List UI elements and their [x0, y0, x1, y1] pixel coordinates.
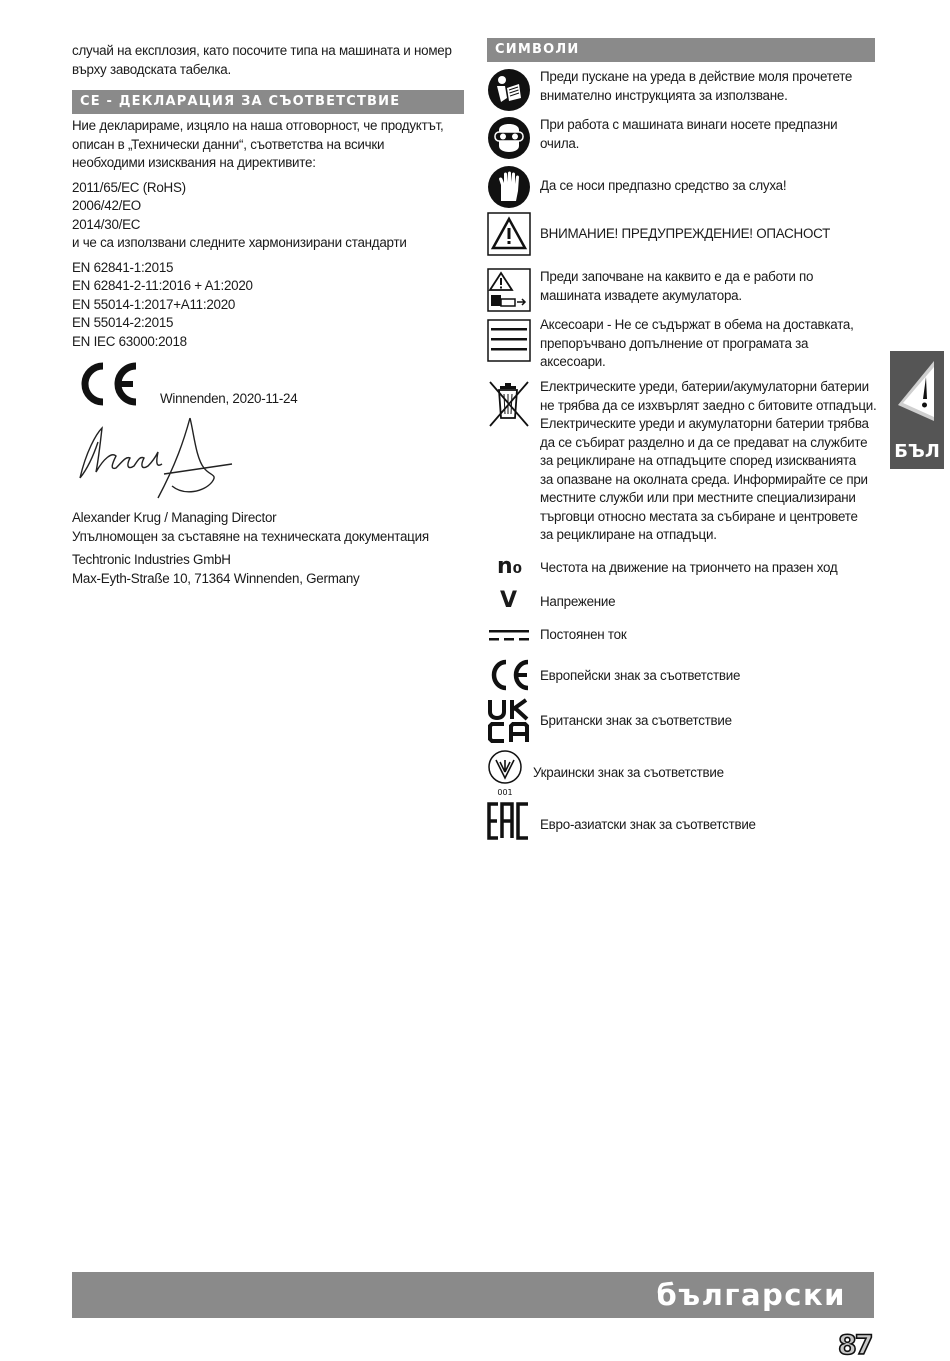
safety-goggles-icon — [487, 116, 531, 160]
warning-tab-icon — [894, 357, 940, 429]
symbol-description — [540, 559, 885, 578]
intro-paragraph — [72, 42, 464, 79]
warning-triangle-icon — [487, 212, 531, 256]
symbol-line: Електрическите уреди и акумулаторни батерии трябва — [540, 416, 869, 431]
declaration-line: Ние декларираме, изцяло на наша отговорност, че продуктът, — [72, 118, 444, 133]
directive-item: 2014/30/EC — [72, 216, 141, 232]
ce-signature-block — [72, 358, 464, 414]
symbol-line: очила. — [540, 135, 580, 151]
remove-battery-icon — [487, 268, 531, 312]
ce-logo-icon — [72, 358, 144, 408]
symbol-line: Електрическите уреди, батерии/акумулаторни батерии — [540, 379, 869, 394]
symbol-line: Постоянен ток — [540, 627, 627, 642]
signer-role: Упълномощен за съставяне на техническата документация — [72, 528, 429, 544]
directive-item: 2006/42/EO — [72, 198, 141, 213]
direct-current-icon — [487, 626, 531, 646]
symbol-description — [540, 378, 885, 545]
symbol-description — [540, 667, 885, 686]
standard-item: EN 62841-1:2015 — [72, 259, 174, 275]
symbol-line: препоръчвано допълнение от програмата за — [540, 335, 809, 351]
crossed-bin-icon — [487, 378, 531, 432]
symbol-line: машината извадете акумулатора. — [540, 287, 742, 303]
left-column — [72, 42, 464, 351]
signer-block — [72, 509, 464, 588]
symbol-description — [540, 116, 885, 153]
symbol-line: Да се носи предпазно средство за слуха! — [540, 178, 787, 193]
directives-list — [72, 179, 464, 253]
standard-item: EN IEC 63000:2018 — [72, 333, 187, 349]
read-manual-icon — [487, 68, 531, 112]
symbol-line: ВНИМАНИЕ! ПРЕДУПРЕЖДЕНИЕ! ОПАСНОСТ — [540, 226, 831, 241]
footer-language: български — [656, 1278, 846, 1312]
symbol-line: за опазване на околната среда. Информирайте се при — [540, 471, 868, 487]
symbol-line: Преди започване на каквито е да е работи по — [540, 269, 814, 284]
symbol-line: не трябва да се изхвърлят заедно с битовите отпадъци. — [540, 397, 877, 413]
symbol-line: Британски знак за съответствие — [540, 713, 732, 728]
symbol-line: аксесоари. — [540, 354, 606, 369]
symbol-line: Европейски знак за съответствие — [540, 668, 741, 683]
intro-line: върху заводската табелка. — [72, 61, 231, 77]
symbol-description — [540, 816, 885, 835]
declaration-line: необходими изисквания на директивите: — [72, 155, 316, 170]
company-address: Max-Eyth-Straße 10, 71364 Winnenden, Germany — [72, 570, 360, 586]
symbol-line: Напрежение — [540, 594, 616, 609]
symbol-description — [540, 712, 885, 731]
declaration-line: описан в „Технически данни“, съответства на всички — [72, 136, 385, 152]
standard-item: EN 55014-1:2017+A11:2020 — [72, 296, 236, 312]
ukca-mark-icon — [487, 698, 531, 744]
ukraine-mark-icon — [487, 748, 527, 798]
declaration-heading: CE - ДЕКЛАРАЦИЯ ЗА СЪОТВЕТСТВИЕ — [72, 90, 464, 114]
symbol-line: При работа с машината винаги носете предпазни — [540, 117, 838, 132]
voltage-icon: V — [500, 588, 518, 613]
declaration-paragraph — [72, 117, 464, 173]
symbol-line: местните служби или при местните специализирани — [540, 490, 856, 505]
eac-mark-icon — [487, 801, 531, 841]
accessories-icon — [487, 318, 531, 362]
language-side-tab — [890, 351, 944, 469]
symbol-description — [540, 268, 885, 305]
page-number: 87 — [838, 1330, 872, 1361]
symbol-line: Аксесоари - Не се съдържат в обема на доставката, — [540, 317, 854, 332]
footer-language-bar — [72, 1272, 874, 1318]
directive-item: 2011/65/EC (RoHS) — [72, 179, 186, 195]
symbol-description — [540, 68, 885, 105]
standard-item: EN 62841-2-11:2016 + A1:2020 — [72, 278, 253, 293]
side-tab-label: БЪЛ — [894, 441, 940, 462]
symbol-description — [540, 626, 885, 645]
protective-gloves-icon — [487, 165, 531, 209]
symbol-line: внимателно инструкцията за използване. — [540, 87, 788, 103]
symbol-line: Честота на движение на триончето на празен ход — [540, 560, 838, 575]
svg-text:001: 001 — [497, 788, 513, 797]
harmonized-intro: и че са използвани следните хармонизирани стандарти — [72, 235, 407, 250]
company-name: Techtronic Industries GmbH — [72, 552, 231, 567]
standard-item: EN 55014-2:2015 — [72, 315, 174, 330]
symbol-line: Евро-азиатски знак за съответствие — [540, 817, 756, 832]
symbol-line: Украински знак за съответствие — [533, 765, 724, 780]
symbol-line: за рециклиране на отпадъците според изискванията — [540, 453, 856, 468]
signature-image — [72, 412, 242, 504]
symbol-description — [533, 764, 878, 783]
ce-mark-icon — [487, 658, 531, 692]
symbol-description — [540, 593, 885, 612]
symbol-line: търговци относно местата за събиране и центровете — [540, 508, 858, 524]
symbol-line: да се събират разделно и да се предават на службите — [540, 434, 868, 450]
symbol-line: Преди пускане на уреда в действие моля прочетете — [540, 69, 853, 84]
no-load-speed-icon: n₀ — [497, 554, 523, 579]
place-date: Winnenden, 2020-11-24 — [160, 391, 298, 406]
symbols-heading: СИМВОЛИ — [487, 38, 875, 62]
symbol-line: за рециклиране на отпадъци. — [540, 527, 717, 542]
standards-list — [72, 259, 464, 352]
symbol-description — [540, 316, 885, 372]
symbol-description — [540, 225, 885, 244]
signer-name: Alexander Krug / Managing Director — [72, 510, 277, 525]
symbol-description — [540, 177, 885, 196]
symbols-section — [487, 38, 875, 62]
intro-line: случай на експлозия, като посочите типа на машината и номер — [72, 43, 452, 58]
